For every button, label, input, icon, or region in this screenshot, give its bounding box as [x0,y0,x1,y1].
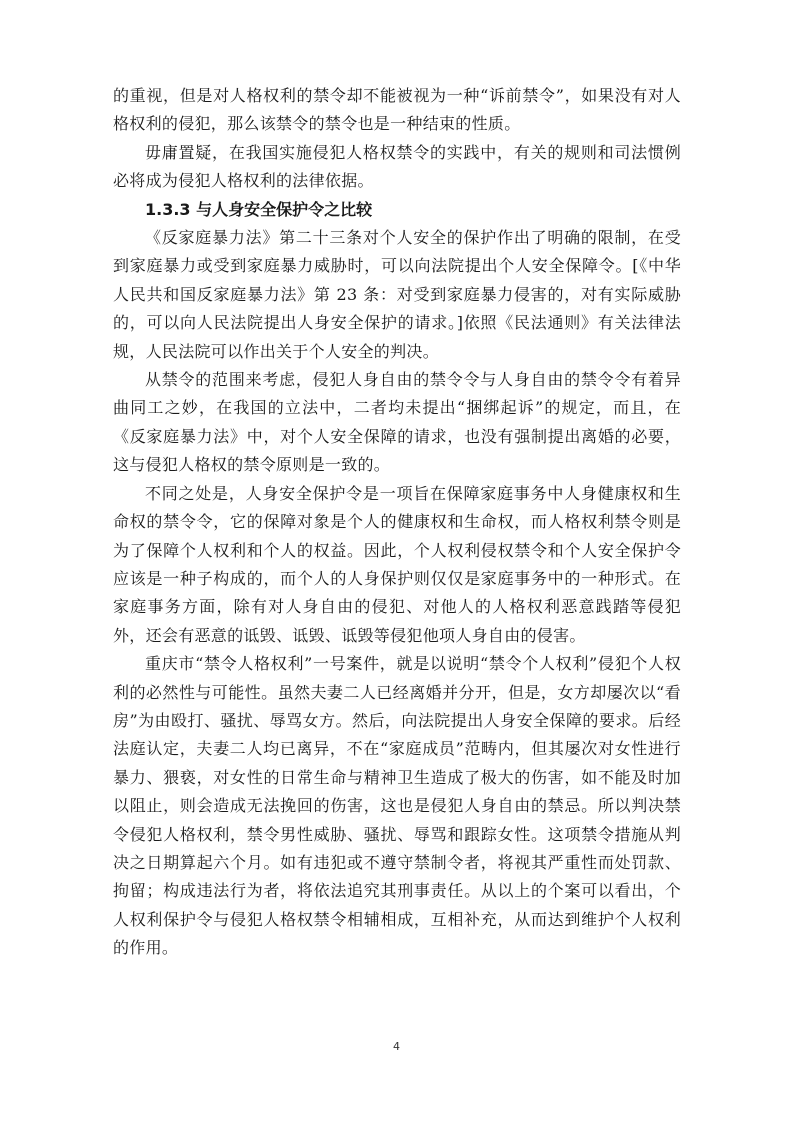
paragraph: 不同之处是，人身安全保护令是一项旨在保障家庭事务中人身健康权和生命权的禁令令，它的保障对象是个人的健康权和生命权，而人格权利禁令则是为了保障个人权利和个人的权益。因此，个人权利侵权禁令和个人安全保护令应该是一种子构成的，而个人的人身保护则仅仅是家庭事务中的一种形式。在家庭事务方面，除有对人身自由的侵犯、对他人的人格权利恶意践踏等侵犯外，还会有恶意的诋毁、诋毁、诋毁等侵犯他项人身自由的侵害。 [113,483,681,645]
paragraph: 重庆市“禁令人格权利”一号案件，就是以说明“禁令个人权利”侵犯个人权利的必然性与可能性。虽然夫妻二人已经离婚并分开，但是，女方却屡次以“看房”为由殴打、骚扰、辱骂女方。然后，向法院提出人身安全保障的要求。后经法庭认定，夫妻二人均已离异，不在“家庭成员”范畴内，但其屡次对女性进行暴力、猥亵，对女性的日常生命与精神卫生造成了极大的伤害，如不能及时加以阻止，则会造成无法挽回的伤害，这也是侵犯人身自由的禁忌。所以判决禁令侵犯人格权利，禁令男性威胁、骚扰、辱骂和跟踪女性。这项禁令措施从判决之日期算起六个月。如有违犯或不遵守禁制令者，将视其严重性而处罚款、拘留；构成违法行为者，将依法追究其刑事责任。从以上的个案可以看出，个人权利保护令与侵犯人格权禁令相辅相成，互相补充，从而达到维护个人权利的作用。 [113,654,681,958]
document-body [113,82,681,963]
paragraph: 毋庸置疑，在我国实施侵犯人格权禁令的实践中，有关的规则和司法惯例必将成为侵犯人格权利的法律依据。 [113,142,681,191]
paragraph: 《反家庭暴力法》第二十三条对个人安全的保护作出了明确的限制，在受到家庭暴力或受到家庭暴力威胁时，可以向法院提出个人安全保障令。[《中华人民共和国反家庭暴力法》第 23 条：对受到家庭暴力侵害的，对有实际威胁的，可以向人民法院提出人身安全保护的请求。]依照《民法通则》有关法律法规，人民法院可以作出关于个人安全的判决。 [113,228,681,361]
paragraph-continued: 的重视，但是对人格权利的禁令却不能被视为一种“诉前禁令”，如果没有对人格权利的侵犯，那么该禁令的禁令也是一种结束的性质。 [113,86,681,134]
paragraph: 从禁令的范围来考虑，侵犯人身自由的禁令令与人身自由的禁令令有着异曲同工之妙，在我国的立法中，二者均未提出“捆绑起诉”的规定，而且，在《反家庭暴力法》中，对个人安全保障的请求，也没有强制提出离婚的必要，这与侵犯人格权的禁令原则是一致的。 [113,370,681,475]
page-number: 4 [393,1040,400,1053]
section-heading: 1.3.3 与人身安全保护令之比较 [145,199,373,219]
